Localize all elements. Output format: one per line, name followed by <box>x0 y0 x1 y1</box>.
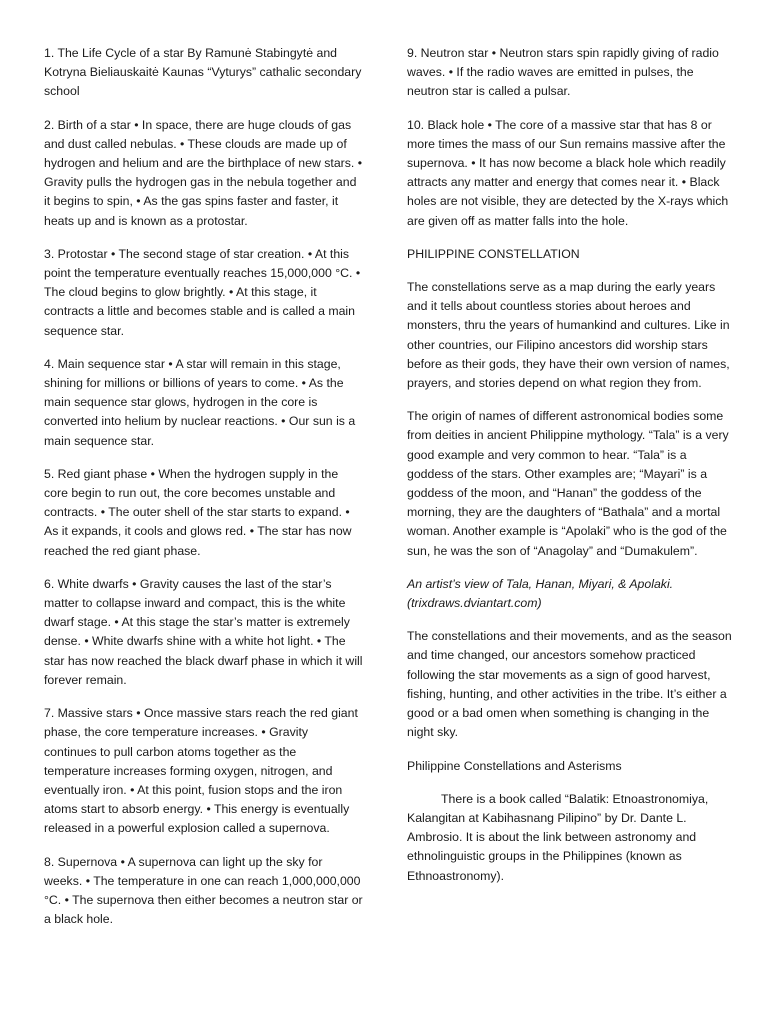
constellation-movements-paragraph: The constellations and their movements, and as the season and time changed, our ancestors somehow practiced following the star movements as a sign of good harvest, fishing, hunting, and other activities in the tribe. It’s either a good or a bad omen when something is changing in the night sky. <box>407 629 732 740</box>
supernova-paragraph: 8. Supernova • A supernova can light up the sky for weeks. • The temperature in one can reach 1,000,000,000 °C. • The supernova then either becomes a neutron star or a black hole. <box>44 854 363 927</box>
constellations-asterisms-heading: Philippine Constellations and Asterisms <box>407 758 622 773</box>
philippine-constellation-heading: PHILIPPINE CONSTELLATION <box>407 246 580 261</box>
artist-view-caption: An artist’s view of Tala, Hanan, Miyari, & Apolaki. (trixdraws.dviantart.com) <box>407 576 674 611</box>
massive-stars-paragraph: 7. Massive stars • Once massive stars reach the red giant phase, the core temperature increases. • Gravity continues to pull carbon atoms together as the temperature increases forming oxygen, nitrogen, and eventually iron. • At this point, fusion stops and the iron atoms start to absorb energy. • This energy is eventually released in a powerful explosion called a supernova. <box>44 706 358 836</box>
constellation-map-paragraph: The constellations serve as a map during the early years and it tells about countless stories about heroes and monsters, thru the years of humankind and cultures. Like in other countries, our Filipino ancestors did worship stars before as their gods, they have their own version of names, prayers, and stories depend on what region they from. <box>407 280 730 391</box>
main-sequence-paragraph: 4. Main sequence star • A star will remain in this stage, shining for millions or billions of years to come. • As the main sequence star glows, hydrogen in the core is converted into helium by nuclear reactions. • Our sun is a main sequence star. <box>44 356 356 448</box>
balatik-book-paragraph: There is a book called “Balatik: Etnoastronomiya, Kalangitan at Kabihasnang Pilipino” by Dr. Dante L. Ambrosio. It is about the link between astronomy and ethnolinguistic groups in the Philippines (known as Ethnoastronomy). <box>407 791 709 883</box>
black-hole-paragraph: 10. Black hole • The core of a massive star that has 8 or more times the mass of our Sun remains massive after the supernova. • It has now become a black hole which readily attracts any matter and energy that comes near it. • Black holes are not visible, they are detected by the X-rays which are given off as matter falls into the hole. <box>407 117 729 228</box>
neutron-star-paragraph: 9. Neutron star • Neutron stars spin rapidly giving of radio waves. • If the radio waves are emitted in pulses, the neutron star is called a pulsar. <box>407 46 719 99</box>
red-giant-paragraph: 5. Red giant phase • When the hydrogen supply in the core begin to run out, the core becomes unstable and contracts. • The outer shell of the star starts to expand. • As it expands, it cools and glows red. • The star has now reached the red giant phase. <box>44 466 352 558</box>
birth-of-star-paragraph: 2. Birth of a star • In space, there are huge clouds of gas and dust called nebulas. • These clouds are made up of hydrogen and helium and are the birthplace of new stars. • Gravity pulls the hydrogen gas in the nebula together and it begins to spin, • As the gas spins faster and faster, it heats up and is known as a protostar. <box>44 117 363 228</box>
protostar-paragraph: 3. Protostar • The second stage of star creation. • At this point the temperature eventually reaches 15,000,000 °C. • The cloud begins to glow brightly. • At this stage, it contracts a little and becomes stable and is called a main sequence star. <box>44 246 361 338</box>
right-column <box>407 44 733 900</box>
white-dwarfs-paragraph: 6. White dwarfs • Gravity causes the last of the star’s matter to collapse inward and compact, this is the white dwarf stage. • At this stage the star’s matter is extremely dense. • White dwarfs shine with a white hot light. • The star has now reached the black dwarf phase in which it will forever remain. <box>44 576 363 687</box>
left-column <box>44 44 364 943</box>
life-cycle-title-paragraph: 1. The Life Cycle of a star By Ramunė Stabingytė and Kotryna Bieliauskaitė Kaunas “Vyturys” cathalic secondary school <box>44 46 362 99</box>
origin-of-names-paragraph: The origin of names of different astronomical bodies some from deities in ancient Philippine mythology. “Tala” is a very good example and very common to hear. “Tala” is a goddess of the stars. Other examples are; “Mayari” is a goddess of the moon, and “Hanan” the goddess of the morning, they are the daughters of “Bathala” and a mortal woman. Another example is “Apolaki” who is the god of the sun, he was the son of “Anagolay” and “Dumakulem”. <box>407 409 729 558</box>
